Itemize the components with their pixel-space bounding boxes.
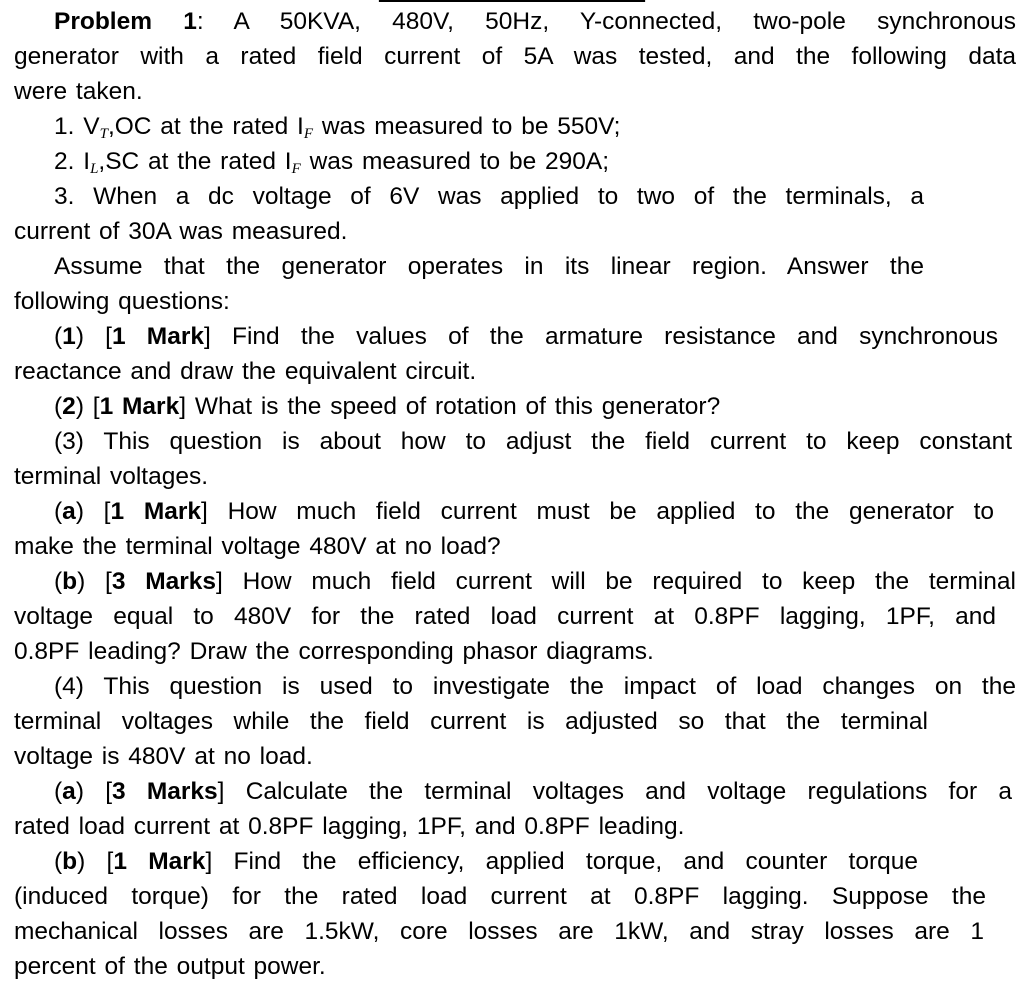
question-4-line-2: terminal voltages while the field current is adjusted so that the terminal	[14, 708, 928, 735]
question-3-line-2: terminal voltages.	[14, 463, 209, 490]
assume-line-2: following questions:	[14, 288, 230, 315]
question-4a-line-1: (a) [3 Marks] Calculate the terminal voltages and voltage regulations for a	[54, 778, 1012, 805]
question-3b-line-2: voltage equal to 480V for the rated load current at 0.8PF lagging, 1PF, and	[14, 603, 996, 630]
data-item-2: 2. $I_L,SC$ at the rated $I_F$ was measured to be 290A;	[54, 148, 610, 177]
question-1-line-2: reactance and draw the equivalent circuit.	[14, 358, 477, 385]
data-item-3-line-1: 3. When a dc voltage of 6V was applied to two of the terminals, a	[54, 183, 924, 210]
data-item-1: 1. $V_T,OC$ at the rated $I_F$ was measured to be 550V;	[54, 113, 621, 142]
question-4a-line-2: rated load current at 0.8PF lagging, 1PF, and 0.8PF leading.	[14, 813, 685, 840]
assume-line-1: Assume that the generator operates in its linear region. Answer the	[54, 253, 924, 280]
problem-intro-line-1: Problem 1: A 50KVA, 480V, 50Hz, Y-connected, two-pole synchronous	[54, 8, 1016, 35]
question-4b-line-1: (b) [1 Mark] Find the efficiency, applied torque, and counter torque	[54, 848, 918, 875]
question-2: (2) [1 Mark] What is the speed of rotation of this generator?	[54, 393, 721, 420]
problem-label: Problem 1	[54, 8, 197, 35]
question-3a-line-2: make the terminal voltage 480V at no load?	[14, 533, 501, 560]
question-3b-line-3: 0.8PF leading? Draw the corresponding phasor diagrams.	[14, 638, 654, 665]
question-3a-line-1: (a) [1 Mark] How much field current must be applied to the generator to	[54, 498, 994, 525]
question-4-line-1: (4) This question is used to investigate the impact of load changes on the	[54, 673, 1016, 700]
data-item-3-line-2: current of 30A was measured.	[14, 218, 348, 245]
question-4b-line-3: mechanical losses are 1.5kW, core losses are 1kW, and stray losses are 1	[14, 918, 984, 945]
question-1-line-1: (1) [1 Mark] Find the values of the armature resistance and synchronous	[54, 323, 998, 350]
problem-intro-line-2: generator with a rated field current of 5A was tested, and the following data	[14, 43, 1016, 70]
question-3b-line-1: (b) [3 Marks] How much field current will be required to keep the terminal	[54, 568, 1016, 595]
question-4b-line-2: (induced torque) for the rated load current at 0.8PF lagging. Suppose the	[14, 883, 986, 910]
question-4-line-3: voltage is 480V at no load.	[14, 743, 313, 770]
problem-intro-line-3: were taken.	[14, 78, 143, 105]
question-3-line-1: (3) This question is about how to adjust the field current to keep constant	[54, 428, 1012, 455]
question-4b-line-4: percent of the output power.	[14, 953, 326, 980]
cropped-heading-remnant	[0, 0, 1024, 2]
